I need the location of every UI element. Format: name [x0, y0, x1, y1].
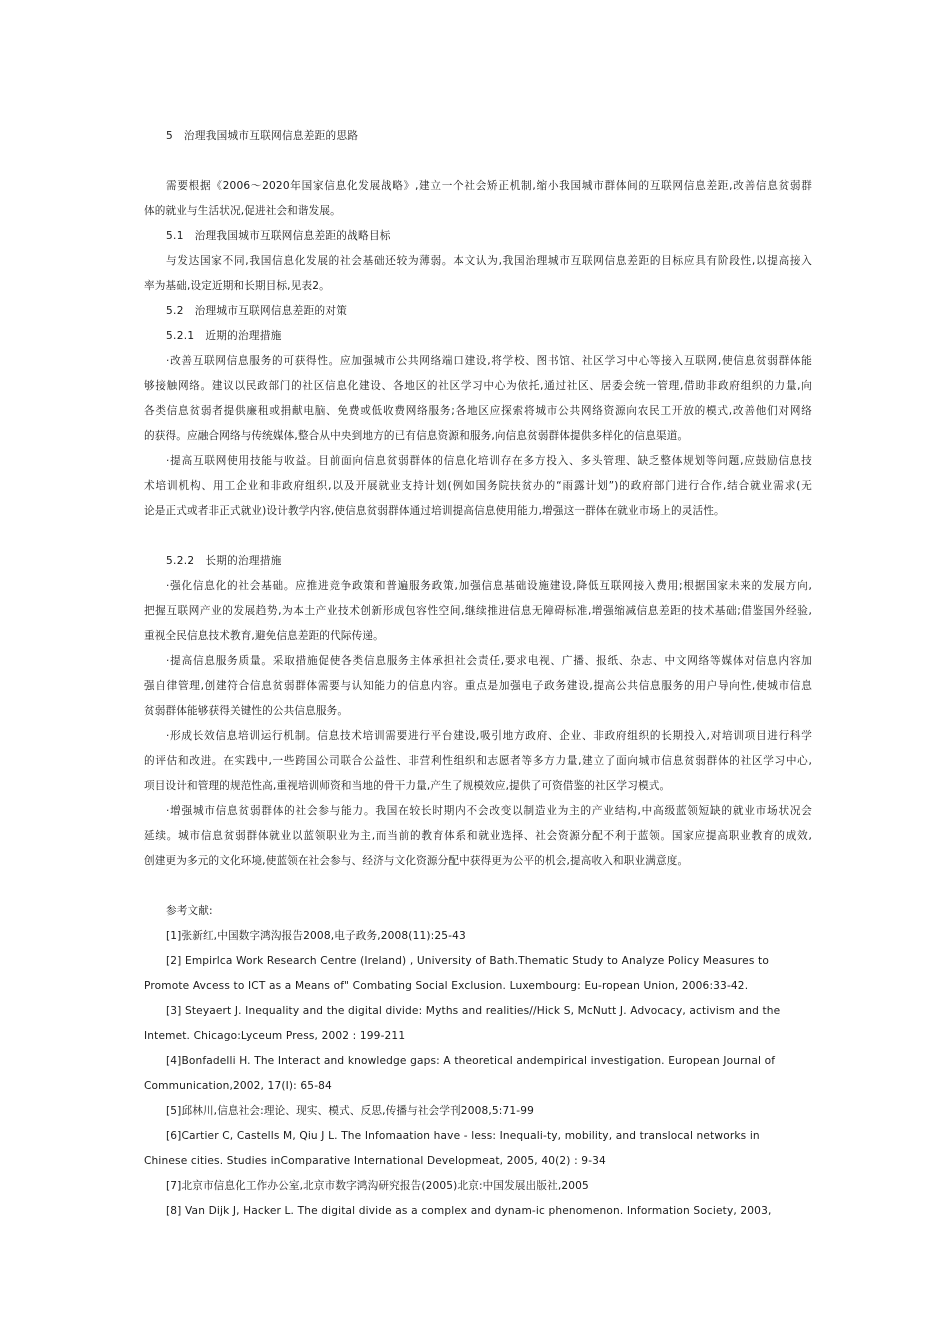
section-5-2-2-para-2-line-1: ·提高信息服务质量。采取措施促使各类信息服务主体承担社会责任,要求电视、广播、报纸、杂志、中文网络等媒体对信息内容加: [166, 655, 812, 667]
section-5-2-2-para-4-line-3: 创建更为多元的文化环境,使蓝领在社会参与、经济与文化资源分配中获得更为公平的机会,提高收入和职业满意度。: [144, 855, 689, 867]
section-5-1-line-1: 与发达国家不同,我国信息化发展的社会基础还较为薄弱。本文认为,我国治理城市互联网信息差距的目标应具有阶段性,以提高接入: [166, 255, 812, 267]
section-5-2-2-para-1-line-2: 把握互联网产业的发展趋势,为本土产业技术创新形成包容性空间,继续推进信息无障碍标准,增强缩减信息差距的技术基础;借鉴国外经验,: [144, 605, 812, 617]
reference-4-line-2: Communication,2002, 17(I): 65-84: [144, 1080, 332, 1092]
section-5-1-heading: 5.1 治理我国城市互联网信息差距的战略目标: [166, 230, 391, 242]
section-5-2-2-heading: 5.2.2 长期的治理措施: [166, 555, 282, 567]
references-heading: 参考文献:: [166, 905, 213, 917]
section-5-2-1-para-1-line-3: 各类信息贫弱者提供廉租或捐献电脑、免费或低收费网络服务;各地区应探索将城市公共网络资源向农民工开放的模式,改善他们对网络: [144, 405, 812, 417]
reference-5: [5]邱林川,信息社会:理论、现实、模式、反思,传播与社会学刊2008,5:71-99: [166, 1105, 535, 1117]
section-5-heading: 5 治理我国城市互联网信息差距的思路: [166, 130, 359, 142]
reference-2-line-1: [2] Empirlca Work Research Centre (Ireland) , University of Bath.Thematic Study to Analyze Policy Measures to: [166, 955, 769, 967]
section-5-2-1-para-1-line-1: ·改善互联网信息服务的可获得性。应加强城市公共网络端口建设,将学校、图书馆、社区学习中心等接入互联网,使信息贫弱群体能: [166, 355, 812, 367]
section-5-2-2-para-1-line-1: ·强化信息化的社会基础。应推进竞争政策和普遍服务政策,加强信息基础设施建设,降低互联网接入费用;根据国家未来的发展方向,: [166, 580, 812, 592]
reference-4-line-1: [4]Bonfadelli H. The Interact and knowledge gaps: A theoretical andempirical investigation. European Journal of: [166, 1055, 776, 1067]
section-5-2-1-para-1-line-4: 的获得。应融合网络与传统媒体,整合从中央到地方的已有信息资源和服务,向信息贫弱群体提供多样化的信息渠道。: [144, 430, 689, 442]
section-5-2-2-para-2-line-2: 强自律管理,创建符合信息贫弱群体需要与认知能力的信息内容。重点是加强电子政务建设,提高公共信息服务的用户导向性,使城市信息: [144, 680, 812, 692]
section-5-2-2-para-2-line-3: 贫弱群体能够获得关键性的公共信息服务。: [144, 705, 349, 717]
section-5-2-1-para-1-line-2: 够接触网络。建议以民政部门的社区信息化建设、各地区的社区学习中心为依托,通过社区、居委会统一管理,借助非政府组织的力量,向: [144, 380, 812, 392]
reference-2-line-2: Promote Avcess to ICT as a Means of" Combating Social Exclusion. Luxembourg: Eu-ropean Union, 2006:33-42.: [144, 980, 749, 992]
section-5-2-2-para-4-line-1: ·增强城市信息贫弱群体的社会参与能力。我国在较长时期内不会改变以制造业为主的产业结构,中高级蓝领短缺的就业市场状况会: [166, 805, 812, 817]
reference-3-line-2: Intemet. Chicago:Lyceum Press, 2002 : 199-211: [144, 1030, 406, 1042]
section-5-intro-line-2: 体的就业与生活状况,促进社会和谐发展。: [144, 205, 341, 217]
section-5-intro-line-1: 需要根据《2006～2020年国家信息化发展战略》,建立一个社会矫正机制,缩小我国城市群体间的互联网信息差距,改善信息贫弱群: [166, 180, 812, 192]
reference-3-line-1: [3] Steyaert J. Inequality and the digital divide: Myths and realities//Hick S, McNutt J. Advocacy, activism and the: [166, 1005, 781, 1017]
section-5-2-1-para-2-line-3: 论是正式或者非正式就业)设计教学内容,使信息贫弱群体通过培训提高信息使用能力,增强这一群体在就业市场上的灵活性。: [144, 505, 725, 517]
section-5-2-2-para-3-line-1: ·形成长效信息培训运行机制。信息技术培训需要进行平台建设,吸引地方政府、企业、非政府组织的长期投入,对培训项目进行科学: [166, 730, 812, 742]
section-5-2-2-para-1-line-3: 重视全民信息技术教育,避免信息差距的代际传递。: [144, 630, 384, 642]
section-5-2-1-para-2-line-1: ·提高互联网使用技能与收益。目前面向信息贫弱群体的信息化培训存在多方投入、多头管理、缺乏整体规划等问题,应鼓励信息技: [166, 455, 812, 467]
section-5-2-1-para-2-line-2: 术培训机构、用工企业和非政府组织,以及开展就业支持计划(例如国务院扶贫办的“雨露计划”)的政府部门进行合作,结合就业需求(无: [144, 480, 812, 492]
reference-7: [7]北京市信息化工作办公室,北京市数字鸿沟研究报告(2005)北京:中国发展出版社,2005: [166, 1180, 589, 1192]
reference-8-line-1: [8] Van Dijk J, Hacker L. The digital divide as a complex and dynam-ic phenomenon. Information Society, 2003,: [166, 1205, 772, 1217]
section-5-2-heading: 5.2 治理城市互联网信息差距的对策: [166, 305, 348, 317]
reference-1: [1]张新红,中国数字鸿沟报告2008,电子政务,2008(11):25-43: [166, 930, 466, 942]
section-5-1-line-2: 率为基础,设定近期和长期目标,见表2。: [144, 280, 330, 292]
section-5-2-2-para-3-line-3: 项目设计和管理的规范性高,重视培训师资和当地的骨干力量,产生了规模效应,提供了可资借鉴的社区学习模式。: [144, 780, 671, 792]
section-5-2-2-para-3-line-2: 的评估和改进。在实践中,一些跨国公司联合公益性、非营利性组织和志愿者等多方力量,建立了面向城市信息贫弱群体的社区学习中心,: [144, 755, 812, 767]
reference-6-line-1: [6]Cartier C, Castells M, Qiu J L. The Infomaation have - less: Inequali-ty, mobility, and translocal networks in: [166, 1130, 760, 1142]
section-5-2-1-heading: 5.2.1 近期的治理措施: [166, 330, 282, 342]
section-5-2-2-para-4-line-2: 延续。城市信息贫弱群体就业以蓝领职业为主,而当前的教育体系和就业选择、社会资源分配不利于蓝领。国家应提高职业教育的成效,: [144, 830, 812, 842]
reference-6-line-2: Chinese cities. Studies inComparative International Developmeat, 2005, 40(2) : 9-34: [144, 1155, 606, 1167]
